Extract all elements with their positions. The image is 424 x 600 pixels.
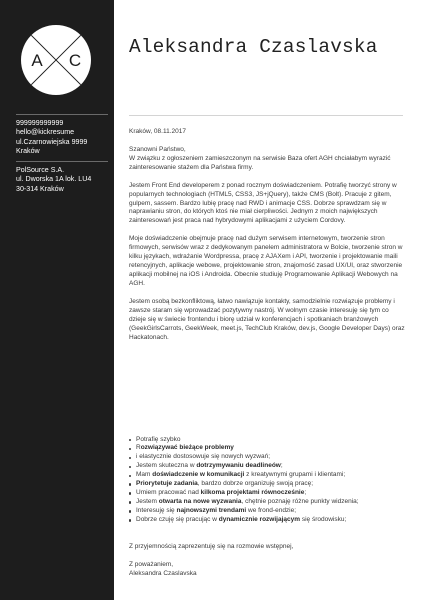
list-item-bold: otwarta na nowe wyzwania bbox=[158, 498, 242, 506]
list-item-text: z kreatywnymi grupami i klientami; bbox=[244, 471, 346, 479]
list-item-bold: ozwiązywać bieżące problemy bbox=[140, 444, 234, 452]
company-name: PolSource S.A. bbox=[16, 166, 65, 174]
list-item-bold: Priorytetuje zadania bbox=[136, 480, 198, 488]
list-item-bold: dynamicznie rozwijającym bbox=[218, 516, 301, 524]
header-divider bbox=[129, 115, 403, 116]
list-item-text: Jestem skuteczna w bbox=[136, 462, 197, 470]
list-item bbox=[129, 462, 407, 471]
contact-block bbox=[16, 119, 87, 157]
list-item-text: Mam bbox=[136, 471, 153, 479]
company-street: ul. Dworska 1A lok. LU4 bbox=[16, 175, 92, 184]
sidebar bbox=[0, 0, 114, 600]
monogram-letter-right: C bbox=[68, 51, 82, 70]
list-item-text: ; bbox=[304, 489, 307, 497]
letter-intro bbox=[129, 146, 407, 173]
letter-paragraph-skills: Jestem Front End developerem z ponad rocznym doświadczeniem. Potrafię tworzyć strony w popularnych technologiach (HTML5, CSS3, JS+jQuery), także CMS (Bolt). Pracuje z gitem, gulpem, sassem. Bardzo lubię pracę nad RWD i animacje CSS. Dobrze sprawdzam się w naprawianiu stron, do których ktoś nie miał cierpliwości. Jednym z moich największych zainteresowań jest praca nad hybrydowymi aplikacjami z użyciem Cordovy. bbox=[129, 181, 397, 225]
strengths-list bbox=[129, 436, 407, 526]
contact-email[interactable]: hello@kickresume bbox=[16, 128, 75, 137]
letter-closing: Z przyjemnością zaprezentuję się na rozmowie wstępnej, bbox=[129, 543, 294, 551]
letter-paragraph-personal: Jestem osobą bezkonfliktową, łatwo nawiązuje kontakty, samodzielnie rozwiązuje problemy i zawsze staram się wprowadzać pozytywny nastrój. W wolnym czasie interesuję się tym co dzieje się w świecie frontendu i biorę udział w konferencjach i spotkaniach branżowych (GeekGirlsCarrots, GeekWeek, meet.js, TechClub Kraków, dev.js, Google Developer Days) oraz Hackatonach. bbox=[129, 297, 405, 341]
list-item-text: , chętnie poznaję różne punkty widzenia; bbox=[241, 498, 359, 506]
list-item-text: i elastycznie dostosowuje się nowych wyzwań; bbox=[136, 453, 271, 461]
list-item bbox=[129, 480, 407, 489]
monogram-x-circle-icon bbox=[20, 24, 92, 96]
letter-spacer bbox=[129, 352, 407, 436]
letter-body bbox=[129, 128, 407, 588]
list-item-text: Dobrze czuję się pracując w bbox=[136, 516, 219, 524]
list-item bbox=[129, 436, 407, 445]
letter-paragraph-experience: Moje doświadczenie obejmuje pracę nad dużym serwisem internetowym, tworzenie stron firmowych, serwisów wraz z dedykowanym panelem administratora w Bolcie, tworzenie stron w kilku językach, wdrażanie Wordpressa, pracę z AJAXem i API, tworzenie i projektowanie maili retencyjnych, aplikacje webowe, projektowanie stron, znajomość zasad UX/UI, oraz stworzenie aplikacji mobilnej na iOS i Androida. Obecnie studiuję Programowanie Aplikacji Webowych na AGH. bbox=[129, 235, 403, 288]
list-item-text: Potrafię szybko bbox=[136, 435, 181, 443]
letter-signature: Aleksandra Czaslavska bbox=[129, 569, 197, 577]
list-item bbox=[129, 444, 407, 453]
contact-city: Kraków bbox=[16, 147, 40, 156]
list-item-text: się środowisku; bbox=[300, 516, 347, 524]
contact-phone[interactable]: 999999999999 bbox=[16, 119, 64, 127]
list-item bbox=[129, 507, 407, 516]
sidebar-divider bbox=[16, 161, 108, 162]
letter-signoff bbox=[129, 561, 407, 579]
list-item bbox=[129, 453, 407, 462]
list-item-text: Umiem pracować nad bbox=[136, 489, 201, 497]
list-item-text: Interesuję się bbox=[136, 507, 177, 515]
list-item bbox=[129, 498, 407, 507]
sidebar-divider bbox=[16, 114, 108, 115]
list-item-text: Jestem bbox=[136, 498, 159, 506]
letter-intro-text: W związku z ogłoszeniem zamieszczonym na serwisie Baza ofert AGH chciałabym wyrazić zainteresowanie stażem dla Państwa firmy. bbox=[129, 154, 391, 171]
list-item-text: , bardzo dobrze organizuję swoją pracę; bbox=[197, 480, 314, 488]
letter-greeting: Szanowni Państwo, bbox=[129, 145, 186, 153]
list-item-bold: doświadczenie w komunikacji bbox=[152, 471, 245, 479]
monogram-letter-left: A bbox=[31, 51, 43, 70]
list-item bbox=[129, 489, 407, 498]
letter-date: Kraków, 08.11.2017 bbox=[129, 128, 186, 135]
list-item-text: ; bbox=[280, 462, 283, 470]
list-item-bold: kilkoma projektami równocześnie bbox=[200, 489, 305, 497]
list-item-text: we frond-endzie; bbox=[246, 507, 297, 515]
letter-regards: Z poważaniem, bbox=[129, 560, 174, 568]
list-item bbox=[129, 471, 407, 480]
list-item-text: R bbox=[136, 444, 141, 452]
monogram-logo bbox=[20, 24, 92, 96]
company-block bbox=[16, 166, 91, 194]
company-city: 30-314 Kraków bbox=[16, 184, 64, 193]
list-item-bold: dotrzymywaniu deadlineów bbox=[196, 462, 281, 470]
applicant-name: Aleksandra Czaslavska bbox=[129, 36, 378, 58]
contact-street: ul.Czarnowiejska 9999 bbox=[16, 137, 88, 146]
list-item bbox=[129, 516, 407, 525]
list-item-bold: najnowszymi trendami bbox=[176, 507, 247, 515]
